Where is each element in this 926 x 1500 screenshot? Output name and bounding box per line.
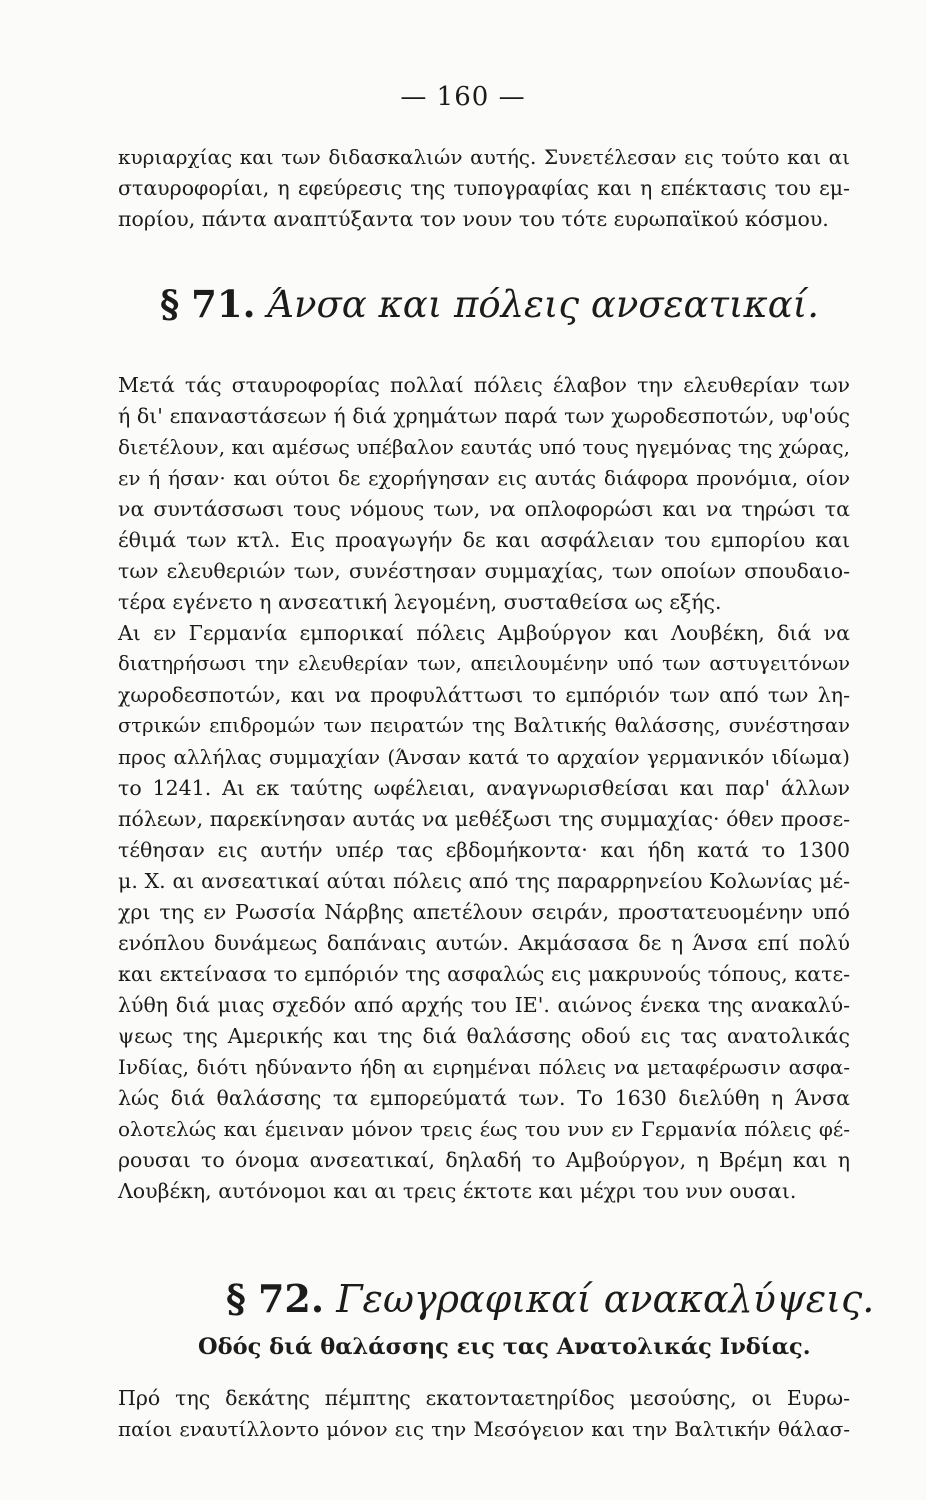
text-line: Αι εν Γερμανία εμπορικαί πόλεις Αμβούργον και Λουβέκη, διά να <box>118 621 850 645</box>
section-title: Γεωγραφικαί ανακαλύψεις. <box>336 1277 875 1321</box>
text-line: διατηρήσωσι την ελευθερίαν των, απειλουμένην υπό των αστυγειτόνων <box>118 652 850 675</box>
text-line: Λουβέκη, αυτόνομοι και αι τρεις έκτοτε και μέχρι του νυν ουσαι. <box>118 1179 797 1203</box>
section-title: Άνσα και πόλεις ανσεατικαί. <box>267 283 819 326</box>
text-line: ενόπλου δυνάμεως δαπάναις αυτών. Ακμάσασα δε η Άνσα επί πολύ <box>118 931 850 955</box>
text-line: ρουσαι το όνομα ανσεατικαί, δηλαδή το Αμβούργον, η Βρέμη και η <box>118 1148 850 1172</box>
text-line: ολοτελώς και έμειναν μόνον τρεις έως του νυν εν Γερμανία πόλεις φέ- <box>118 1117 850 1141</box>
text-line: ή δι' επαναστάσεων ή διά χρημάτων παρά των χωροδεσποτών, υφ'ούς <box>118 404 850 428</box>
text-line: λύθη διά μιας σχεδόν από αρχής του ΙΕ'. αιώνος ένεκα της ανακαλύ- <box>118 993 850 1017</box>
text-line: Ινδίας, διότι ηδύναντο ήδη αι ειρημέναι πόλεις να μεταφέρωσιν ασφα- <box>118 1055 850 1079</box>
text-line: Πρό της δεκάτης πέμπτης εκατονταετηρίδος μεσούσης, οι Ευρω- <box>118 1386 850 1410</box>
text-line: εν ή ήσαν· και ούτοι δε εχορήγησαν εις αυτάς διάφορα προνόμια, οίον <box>118 466 850 490</box>
text-line: το 1241. Αι εκ ταύτης ωφέλειαι, αναγνωρισθείσαι και παρ' άλλων <box>118 776 850 800</box>
section-sign: § <box>226 1276 246 1321</box>
section-sign: § <box>160 282 180 326</box>
section-71-heading <box>160 282 860 326</box>
text-line: χωροδεσποτών, και να προφυλάττωσι το εμπόριόν των από των λη- <box>118 683 850 707</box>
text-line: και εκτείνασα το εμπόριόν της ασφαλώς εις μακρυνούς τόπους, κατε- <box>118 962 850 986</box>
text-line: πορίου, πάντα αναπτύξαντα τον νουν του τότε ευρωπαϊκού κόσμου. <box>118 207 829 231</box>
text-line: των ελευθεριών των, συνέστησαν συμμαχίας, των οποίων σπουδαιο- <box>118 559 850 583</box>
text-line: μ. Χ. αι ανσεατικαί αύται πόλεις από της παραρρηνείου Κολωνίας μέ- <box>118 869 850 893</box>
section-number: 72. <box>257 1276 325 1321</box>
text-line: ψεως της Αμερικής και της διά θαλάσσης οδού εις τας ανατολικάς <box>118 1024 850 1048</box>
text-line: σταυροφορίαι, η εφεύρεσις της τυπογραφίας και η επέκτασις του εμ- <box>118 176 850 200</box>
text-line: διετέλουν, και αμέσως υπέβαλον εαυτάς υπό τους ηγεμόνας της χώρας, <box>118 435 850 459</box>
text-line: τέρα εγένετο η ανσεατική λεγομένη, συσταθείσα ως εξής. <box>118 590 722 614</box>
text-line: παίοι εναυτίλλοντο μόνον εις την Μεσόγειον και την Βαλτικήν θάλασ- <box>118 1417 850 1441</box>
text-line: έθιμά των κτλ. Εις προαγωγήν δε και ασφάλειαν του εμπορίου και <box>118 528 850 552</box>
text-line: να συντάσσωσι τους νόμους των, να οπλοφορώσι και να τηρώσι τα <box>118 497 850 521</box>
text-line: λώς διά θαλάσσης τα εμπορεύματά των. Το 1630 διελύθη η Άνσα <box>118 1086 850 1110</box>
text-line: Μετά τάς σταυροφορίας πολλαί πόλεις έλαβον την ελευθερίαν των <box>118 373 850 397</box>
page-number: — 160 — <box>400 82 526 112</box>
text-line: πόλεων, παρεκίνησαν αυτάς να μεθέξωσι της συμμαχίας· όθεν προσε- <box>118 807 850 831</box>
section-subtitle: Οδός διά θαλάσσης εις τας Ανατολικάς Ινδίας. <box>198 1334 811 1360</box>
text-line: χρι της εν Ρωσσία Νάρβης απετέλουν σειράν, προστατευομένην υπό <box>118 900 850 924</box>
text-line: τέθησαν εις αυτήν υπέρ τας εβδομήκοντα· και ήδη κατά το 1300 <box>118 838 850 862</box>
section-number: 71. <box>191 282 256 326</box>
section-72-heading <box>226 1276 926 1321</box>
text-line: στρικών επιδρομών των πειρατών της Βαλτικής θαλάσσης, συνέστησαν <box>118 714 850 737</box>
text-line: κυριαρχίας και των διδασκαλιών αυτής. Συνετέλεσαν εις τούτο και αι <box>118 145 850 169</box>
text-line: προς αλλήλας συμμαχίαν (Άνσαν κατά το αρχαίον γερμανικόν ιδίωμα) <box>118 745 850 769</box>
